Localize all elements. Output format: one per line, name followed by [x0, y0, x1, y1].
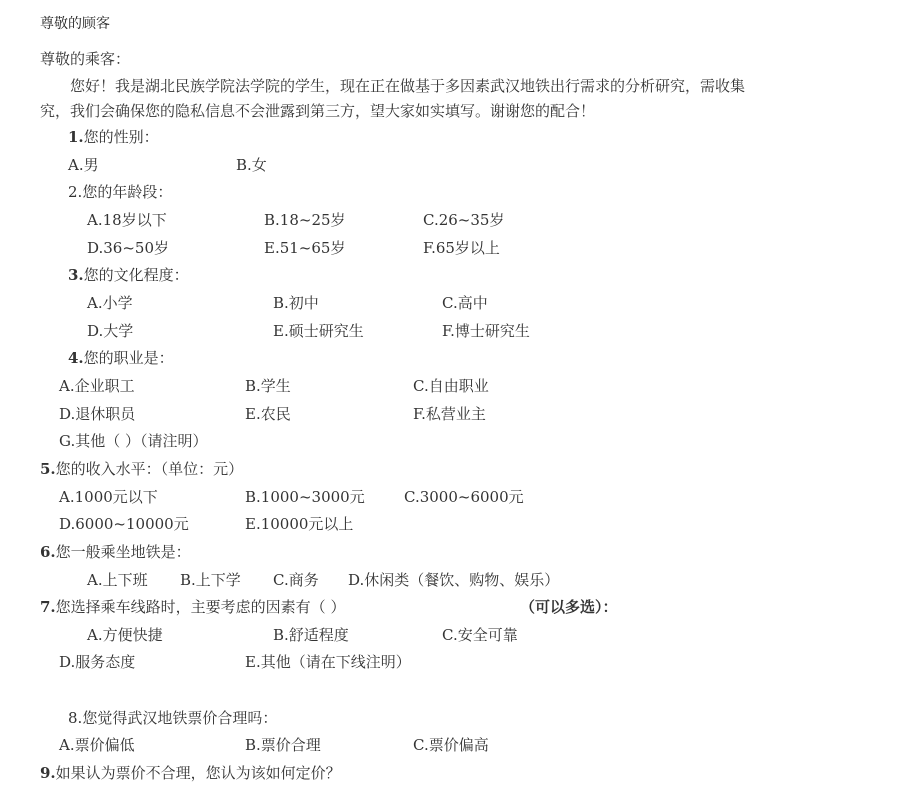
- question-number: 6.: [40, 543, 56, 561]
- option-q5-d: D.6000~10000元: [59, 515, 189, 533]
- question-text: 您的文化程度：: [83, 266, 189, 284]
- question-number: 9.: [40, 764, 56, 782]
- option-q6-b: B.上下学: [180, 571, 241, 589]
- question-7: [40, 597, 345, 617]
- option-q4-d: D.退休职员: [59, 405, 136, 423]
- option-q4-e: E.农民: [245, 405, 291, 423]
- option-q4-c: C.自由职业: [413, 377, 489, 395]
- option-q4-f: F.私营业主: [413, 405, 486, 423]
- question-number: 2.: [68, 183, 83, 201]
- question-number: 4.: [68, 349, 84, 367]
- option-q3-d: D.大学: [87, 322, 134, 340]
- option-q7-c: C.安全可靠: [442, 626, 518, 644]
- intro-line-1: 您好！我是湖北民族学院法学院的学生，现在正在做基于多因素武汉地铁出行需求的分析研究，需收集: [70, 77, 746, 95]
- question-text: 您的收入水平：（单位：元）: [55, 460, 244, 478]
- option-q7-b: B.舒适程度: [273, 626, 349, 644]
- option-q1-a: A.男: [68, 156, 99, 174]
- question-5: [40, 459, 243, 479]
- question-8: [68, 708, 277, 728]
- option-q8-c: C.票价偏高: [413, 736, 489, 754]
- question-2: [68, 182, 172, 202]
- option-q4-a: A.企业职工: [59, 377, 135, 395]
- multi-select-note: （可以多选）：: [520, 598, 618, 616]
- question-text: 您的职业是：: [83, 349, 174, 367]
- option-q5-c: C.3000~6000元: [404, 488, 524, 506]
- option-q5-b: B.1000~3000元: [245, 488, 365, 506]
- option-q6-d: D.休闲类（餐饮、购物、娱乐）: [348, 571, 560, 589]
- option-q8-b: B.票价合理: [245, 736, 321, 754]
- option-q7-e: E.其他（请在下线注明）: [245, 653, 411, 671]
- option-q6-a: A.上下班: [87, 571, 148, 589]
- question-6: [40, 542, 191, 562]
- option-q6-c: C.商务: [273, 571, 319, 589]
- option-q2-b: B.18~25岁: [264, 211, 346, 229]
- page-heading: 尊敬的顾客: [40, 16, 110, 32]
- question-9: [40, 763, 341, 783]
- option-q3-f: F.博士研究生: [442, 322, 530, 340]
- question-text: 您选择乘车线路时，主要考虑的因素有（ ）: [55, 598, 346, 616]
- option-q7-d: D.服务态度: [59, 653, 136, 671]
- question-number: 8.: [68, 709, 83, 727]
- question-text: 您觉得武汉地铁票价合理吗：: [82, 709, 278, 727]
- option-q3-b: B.初中: [273, 294, 319, 312]
- question-number: 3.: [68, 266, 84, 284]
- option-q8-a: A.票价偏低: [59, 736, 135, 754]
- option-q2-c: C.26~35岁: [423, 211, 505, 229]
- option-q3-c: C.高中: [442, 294, 488, 312]
- question-text: 如果认为票价不合理，您认为该如何定价？: [55, 764, 341, 782]
- question-text: 您一般乘坐地铁是：: [55, 543, 191, 561]
- question-number: 7.: [40, 598, 56, 616]
- question-text: 您的年龄段：: [82, 183, 173, 201]
- option-q3-a: A.小学: [87, 294, 133, 312]
- question-number: 5.: [40, 460, 56, 478]
- option-q2-d: D.36~50岁: [87, 239, 170, 257]
- option-q2-f: F.65岁以上: [423, 239, 500, 257]
- option-q2-a: A.18岁以下: [87, 211, 167, 229]
- question-text: 您的性别：: [83, 128, 159, 146]
- intro-line-2: 究，我们会确保您的隐私信息不会泄露到第三方，望大家如实填写。谢谢您的配合！: [40, 102, 596, 120]
- question-4: [68, 348, 174, 368]
- option-q2-e: E.51~65岁: [264, 239, 346, 257]
- option-q3-e: E.硕士研究生: [273, 322, 364, 340]
- question-number: 1.: [68, 128, 84, 146]
- question-3: [68, 265, 189, 285]
- option-q4-b: B.学生: [245, 377, 291, 395]
- option-q7-a: A.方便快捷: [87, 626, 163, 644]
- option-q1-b: B.女: [236, 156, 267, 174]
- option-q5-e: E.10000元以上: [245, 515, 354, 533]
- option-q4-g: G.其他（ ）（请注明）: [59, 432, 208, 450]
- option-q5-a: A.1000元以下: [59, 488, 158, 506]
- salutation: 尊敬的乘客：: [40, 50, 131, 68]
- question-1: [68, 127, 159, 147]
